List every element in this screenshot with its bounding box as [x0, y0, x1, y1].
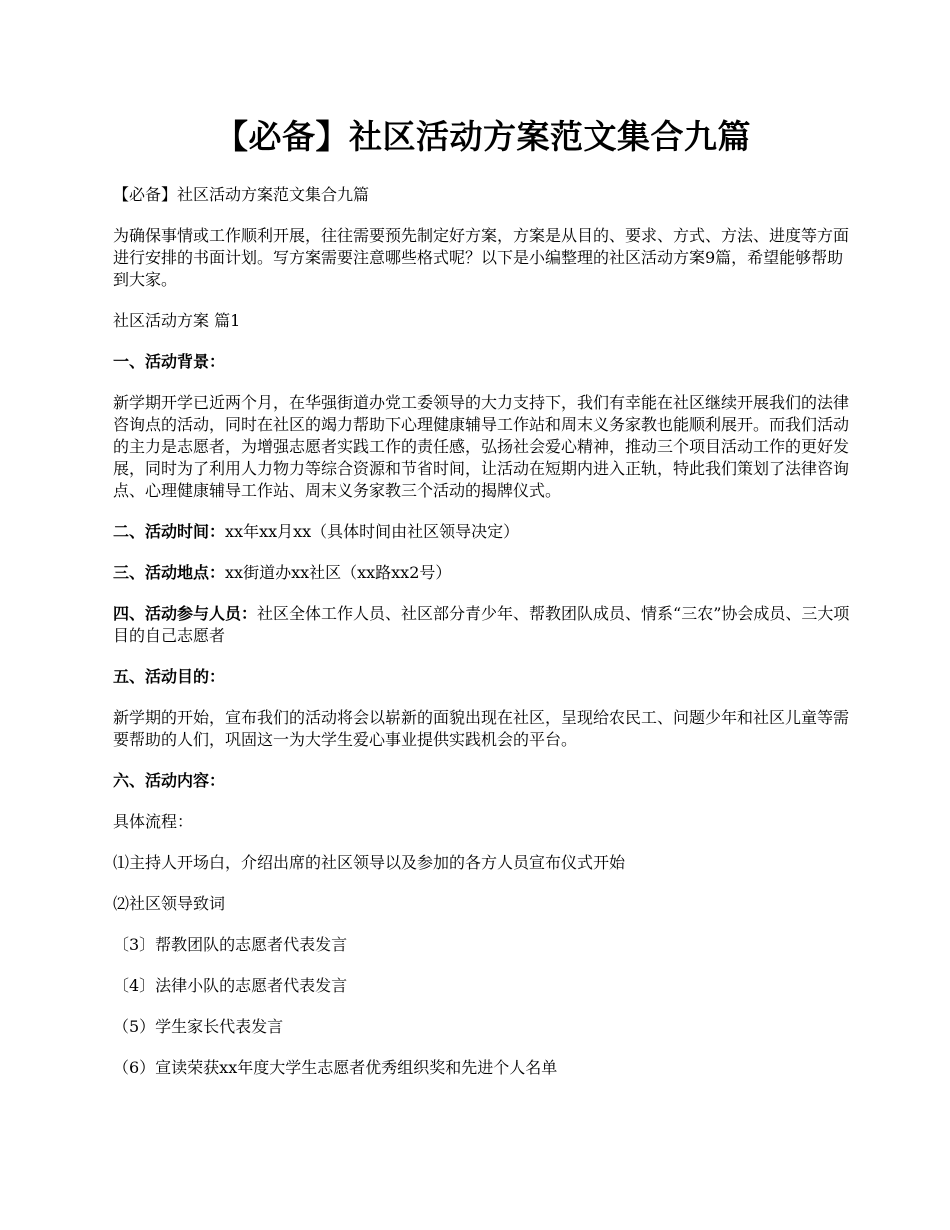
section-label: 社区活动方案 篇1: [113, 311, 241, 330]
list-item: ⑴主持人开场白，介绍出席的社区领导以及参加的各方人员宣布仪式开始: [113, 853, 626, 872]
place-text: xx街道办xx社区（xx路xx2号）: [225, 563, 452, 582]
purpose-paragraph: 新学期的开始，宣布我们的活动将会以崭新的面貌出现在社区，呈现给农民工、问题少年和社区儿童等需要帮助的人们，巩固这一为大学生爱心事业提供实践机会的平台。: [113, 708, 850, 749]
list-item: 〔3〕帮教团队的志愿者代表发言: [113, 935, 348, 954]
list-item: （5）学生家长代表发言: [113, 1017, 284, 1036]
list-item: ⑵社区领导致词: [113, 894, 226, 913]
content-heading: 六、活动内容：: [113, 771, 226, 790]
list-item: （6）宣读荣获xx年度大学生志愿者优秀组织奖和先进个人名单: [113, 1058, 558, 1077]
participants-text: 社区全体工作人员、社区部分青少年、帮教团队成员、情系“三农”协会成员、三大项目的自己志愿者: [113, 604, 850, 645]
place-line: [113, 562, 853, 584]
background-paragraph: 新学期开学已近两个月，在华强街道办党工委领导的大力支持下，我们有幸能在社区继续开展我们的法律咨询点的活动，同时在社区的竭力帮助下心理健康辅导工作站和周末义务家教也能顺利展开。而我们活动的主力是志愿者，为增强志愿者实践工作的责任感，弘扬社会爱心精神，推动三个项目活动工作的更好发展，同时为了利用人力物力等综合资源和节省时间，让活动在短期内进入正轨，特此我们策划了法律咨询点、心理健康辅导工作站、周末义务家教三个活动的揭牌仪式。: [113, 393, 850, 500]
page-title: 【必备】社区活动方案范文集合九篇: [215, 117, 751, 156]
intro-paragraph: 为确保事情或工作顺利开展，往往需要预先制定好方案，方案是从目的、要求、方式、方法、进度等方面进行安排的书面计划。写方案需要注意哪些格式呢？以下是小编整理的社区活动方案9篇，希望能够帮助到大家。: [113, 226, 850, 289]
document-body: [113, 112, 853, 1098]
participants-line: [113, 603, 853, 647]
background-heading: 一、活动背景：: [113, 352, 226, 371]
time-heading: 二、活动时间：: [113, 522, 226, 541]
place-heading: 三、活动地点：: [113, 563, 226, 582]
subtitle: 【必备】社区活动方案范文集合九篇: [113, 185, 370, 204]
participants-heading: 四、活动参与人员：: [113, 604, 258, 623]
time-text: xx年xx月xx（具体时间由社区领导决定）: [225, 522, 520, 541]
purpose-heading: 五、活动目的：: [113, 667, 226, 686]
flow-label: 具体流程：: [113, 812, 194, 831]
list-item: 〔4〕法律小队的志愿者代表发言: [113, 976, 348, 995]
time-line: [113, 521, 853, 543]
